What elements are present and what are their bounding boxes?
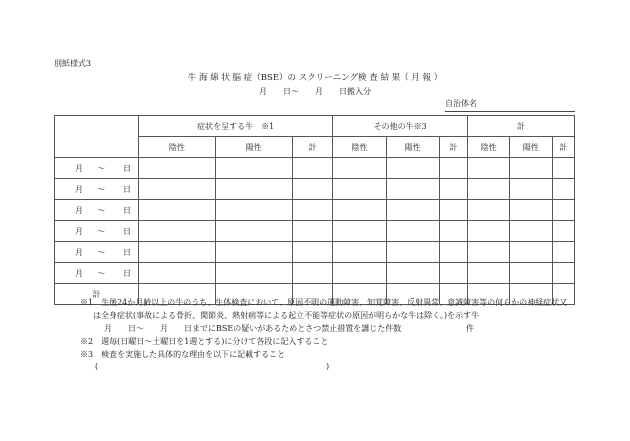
count-cell[interactable]: [139, 263, 216, 284]
count-cell[interactable]: [439, 179, 467, 200]
count-cell[interactable]: [215, 200, 292, 221]
row-month: 月: [75, 268, 83, 278]
count-cell[interactable]: [386, 158, 439, 179]
count-cell[interactable]: [139, 158, 216, 179]
count-cell[interactable]: [215, 263, 292, 284]
count-cell[interactable]: [333, 158, 386, 179]
row-period-label: [55, 158, 139, 179]
count-cell[interactable]: [467, 221, 509, 242]
count-cell[interactable]: [510, 242, 552, 263]
count-cell[interactable]: [139, 179, 216, 200]
table-row: [55, 221, 575, 242]
sub-header: 陽性: [510, 137, 552, 158]
table-row: [55, 158, 575, 179]
count-cell[interactable]: [510, 263, 552, 284]
sub-header: 陰性: [333, 137, 386, 158]
group-header-total: 計: [467, 116, 574, 137]
count-cell[interactable]: [510, 158, 552, 179]
row-period-label: [55, 263, 139, 284]
count-cell[interactable]: [467, 179, 509, 200]
count-cell[interactable]: [510, 200, 552, 221]
period-label: 月 日～ 月 日搬入分: [259, 87, 371, 96]
count-cell[interactable]: [215, 221, 292, 242]
count-cell[interactable]: [386, 179, 439, 200]
sub-header: 計: [439, 137, 467, 158]
row-day: 日: [123, 247, 131, 257]
sub-header: 陽性: [386, 137, 439, 158]
count-cell[interactable]: [139, 200, 216, 221]
corner-cell: [55, 116, 139, 158]
sub-header: 計: [552, 137, 574, 158]
reason-paren-open: (: [95, 362, 99, 371]
table-row: [55, 200, 575, 221]
group-header-other: その他の牛※3: [333, 116, 468, 137]
count-cell[interactable]: [552, 158, 574, 179]
count-cell[interactable]: [139, 221, 216, 242]
count-cell[interactable]: [439, 158, 467, 179]
count-cell[interactable]: [552, 242, 574, 263]
reason-paren-close: ): [326, 362, 330, 371]
count-cell[interactable]: [467, 158, 509, 179]
table-row: [55, 263, 575, 284]
count-cell[interactable]: [215, 242, 292, 263]
row-period-label: [55, 221, 139, 242]
count-cell[interactable]: [386, 200, 439, 221]
count-cell[interactable]: [333, 242, 386, 263]
note-1-unit: 件: [466, 324, 474, 333]
row-day: 日: [123, 268, 131, 278]
count-cell[interactable]: [439, 221, 467, 242]
count-cell[interactable]: [292, 263, 333, 284]
count-cell[interactable]: [467, 263, 509, 284]
row-day: 日: [123, 226, 131, 236]
note-1-line-3: 月 日～ 月 日までにBSEの疑いがあるためとさつ禁止措置を講じた件数: [104, 324, 402, 333]
count-cell[interactable]: [467, 200, 509, 221]
count-cell[interactable]: [292, 179, 333, 200]
row-day: 日: [123, 184, 131, 194]
table-row: [55, 179, 575, 200]
row-day: 日: [123, 163, 131, 173]
reason-field[interactable]: [100, 360, 325, 372]
row-month: 月: [75, 247, 83, 257]
count-cell[interactable]: [439, 242, 467, 263]
count-cell[interactable]: [386, 221, 439, 242]
count-cell[interactable]: [510, 179, 552, 200]
count-cell[interactable]: [552, 179, 574, 200]
row-month: 月: [75, 184, 83, 194]
count-cell[interactable]: [552, 200, 574, 221]
municipality-field[interactable]: [445, 98, 575, 112]
count-cell[interactable]: [333, 263, 386, 284]
sub-header: 陰性: [467, 137, 509, 158]
count-cell[interactable]: [467, 242, 509, 263]
results-table: [54, 115, 575, 305]
sub-header: 陽性: [215, 137, 292, 158]
count-cell[interactable]: [215, 179, 292, 200]
count-cell[interactable]: [439, 200, 467, 221]
row-period-label: [55, 242, 139, 263]
count-cell[interactable]: [292, 221, 333, 242]
row-sep: ～: [97, 268, 105, 278]
row-period-label: [55, 200, 139, 221]
row-month: 月: [75, 163, 83, 173]
row-day: 日: [123, 205, 131, 215]
municipality-label: 自治体名: [445, 99, 477, 108]
row-month: 月: [75, 205, 83, 215]
row-month: 月: [75, 226, 83, 236]
note-1-line-2: は全身症状(事故による骨折、関節炎、熱射病等による起立不能等症状の原因が明らかな牛は除く。)を示す牛: [93, 311, 480, 320]
sub-header: 陰性: [139, 137, 216, 158]
note-3: ※3 検査を実施した具体的な理由を以下に記載すること: [80, 350, 286, 359]
sub-header: 計: [292, 137, 333, 158]
count-cell[interactable]: [139, 242, 216, 263]
count-cell[interactable]: [333, 200, 386, 221]
table-row: [55, 242, 575, 263]
row-sep: ～: [97, 226, 105, 236]
row-sep: ～: [97, 247, 105, 257]
count-cell[interactable]: [292, 242, 333, 263]
count-cell[interactable]: [333, 179, 386, 200]
note-1-line-1: ※1 生後24か月齢以上の牛のうち、生体検査において、原因不明の運動障害、知覚障害、反射異常、意識障害等の何らかの神経症状又: [80, 298, 568, 307]
count-cell[interactable]: [215, 158, 292, 179]
form-id: 別紙様式3: [54, 59, 92, 68]
count-cell[interactable]: [386, 263, 439, 284]
row-period-label: [55, 179, 139, 200]
row-sep: ～: [97, 205, 105, 215]
row-sep: ～: [97, 184, 105, 194]
note-2: ※2 週毎(日曜日～土曜日を1週とする)に分けて各段に記入すること: [80, 337, 329, 346]
group-header-symptomatic: 症状を呈する牛 ※1: [139, 116, 333, 137]
count-cell[interactable]: [552, 263, 574, 284]
row-sep: ～: [97, 163, 105, 173]
total-label: 計: [55, 284, 139, 305]
count-cell[interactable]: [292, 158, 333, 179]
count-cell[interactable]: [439, 263, 467, 284]
page-title: 牛 海 綿 状 脳 症（BSE）の スクリーニング検 査 結 果（ 月 報 ）: [187, 73, 443, 83]
count-cell[interactable]: [333, 221, 386, 242]
count-cell[interactable]: [386, 242, 439, 263]
count-cell[interactable]: [510, 221, 552, 242]
count-cell[interactable]: [552, 221, 574, 242]
count-cell[interactable]: [292, 200, 333, 221]
